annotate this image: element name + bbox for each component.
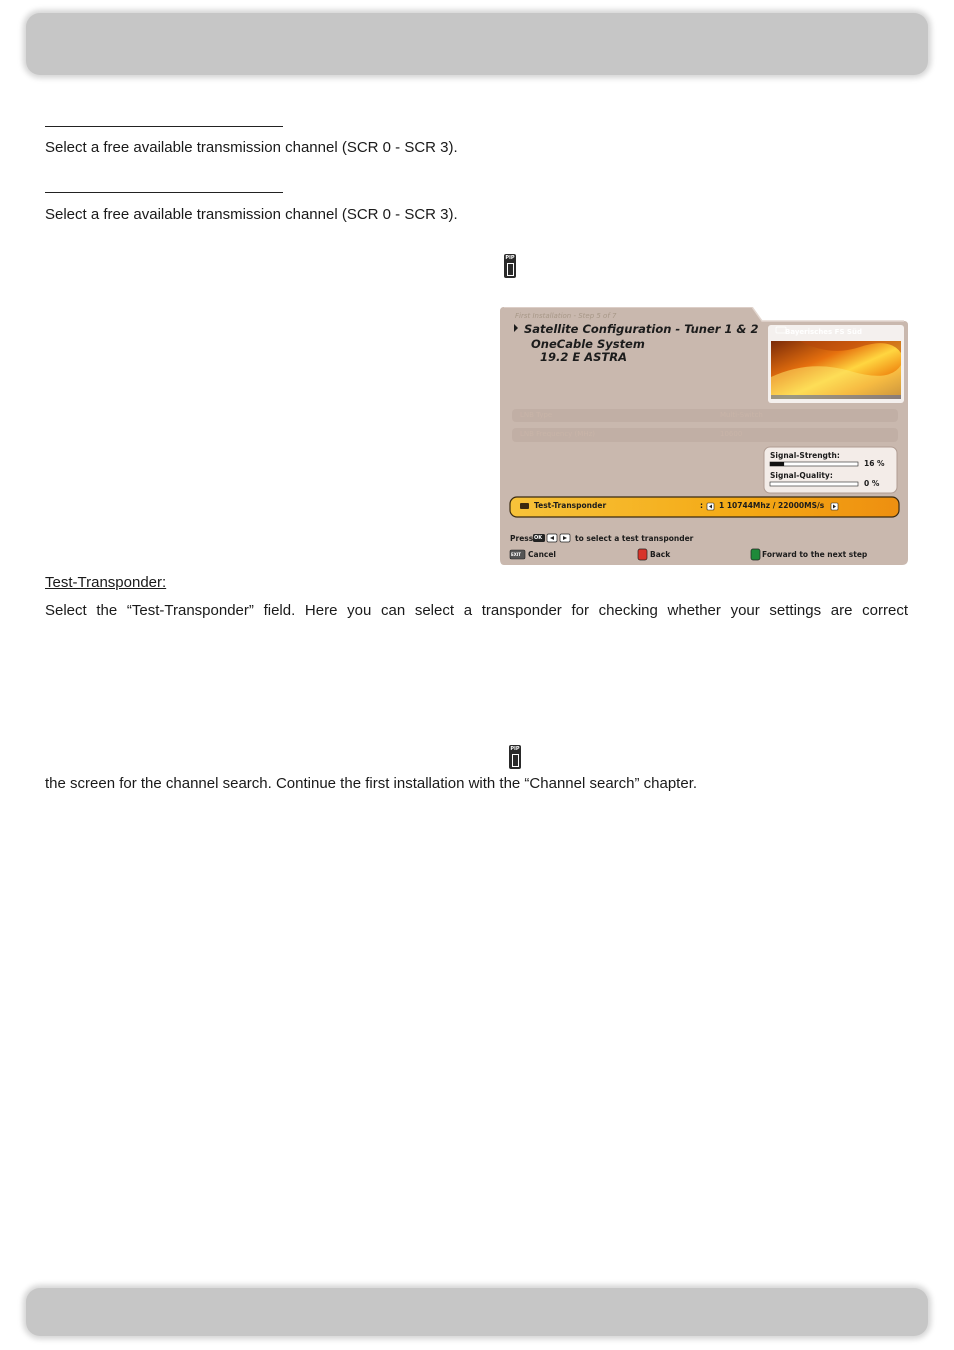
signal-strength-label: Signal-Strength:: [770, 451, 840, 460]
test-transponder-heading: Test-Transponder:: [45, 574, 167, 591]
section-1-text: Select a free available transmission channel (SCR 0 - SCR 3).: [45, 139, 458, 156]
pip-button-icon: PIP: [504, 254, 516, 278]
section-underline-1: [45, 126, 283, 127]
ok-key-icon: OK: [534, 535, 543, 541]
section-2-text: Select a free available transmission channel (SCR 0 - SCR 3).: [45, 206, 458, 223]
lnb-frequency-value: 10600: [720, 430, 743, 438]
cancel-button[interactable]: Cancel: [528, 550, 557, 559]
screen-subtitle-satellite: 19.2 E ASTRA: [540, 350, 628, 364]
signal-quality-label: Signal-Quality:: [770, 471, 833, 480]
lnb-type-label: LNB Type: [520, 411, 553, 419]
hint-press: Press: [510, 534, 534, 543]
test-transponder-label[interactable]: Test-Transponder: [534, 501, 607, 510]
header-bar: [26, 13, 928, 75]
signal-quality-value: 0 %: [864, 479, 880, 488]
transponder-colon: :: [700, 501, 703, 510]
section-underline-2: [45, 192, 283, 193]
forward-button[interactable]: Forward to the next step: [762, 550, 868, 559]
lnb-frequency-label: LNB Frequency (MHz): [520, 430, 595, 438]
hint-text: to select a test transponder: [575, 534, 694, 543]
signal-strength-value: 16 %: [864, 459, 885, 468]
test-transponder-value[interactable]: 1 10744Mhz / 22000MS/s: [719, 501, 825, 510]
test-transponder-text: Select the “Test-Transponder” field. Here you can select a transponder for checking whether your settings are correct: [45, 602, 908, 619]
screen-subtitle-system: OneCable System: [531, 337, 645, 351]
step-indicator: First Installation - Step 5 of 7: [515, 312, 617, 320]
back-button[interactable]: Back: [650, 550, 671, 559]
pip-button-icon-2: PIP: [509, 745, 521, 769]
screen-title: Satellite Configuration - Tuner 1 & 2: [524, 322, 759, 336]
closing-text: the screen for the channel search. Continue the first installation with the “Channel search” chapter.: [45, 775, 698, 792]
tv-screenshot: [500, 307, 908, 565]
preview-channel-name: Bayerisches FS Süd: [785, 328, 862, 336]
exit-key-icon: EXIT: [511, 552, 522, 557]
lnb-type-value: Multi-Switch: [720, 411, 763, 419]
footer-bar: [26, 1288, 928, 1336]
